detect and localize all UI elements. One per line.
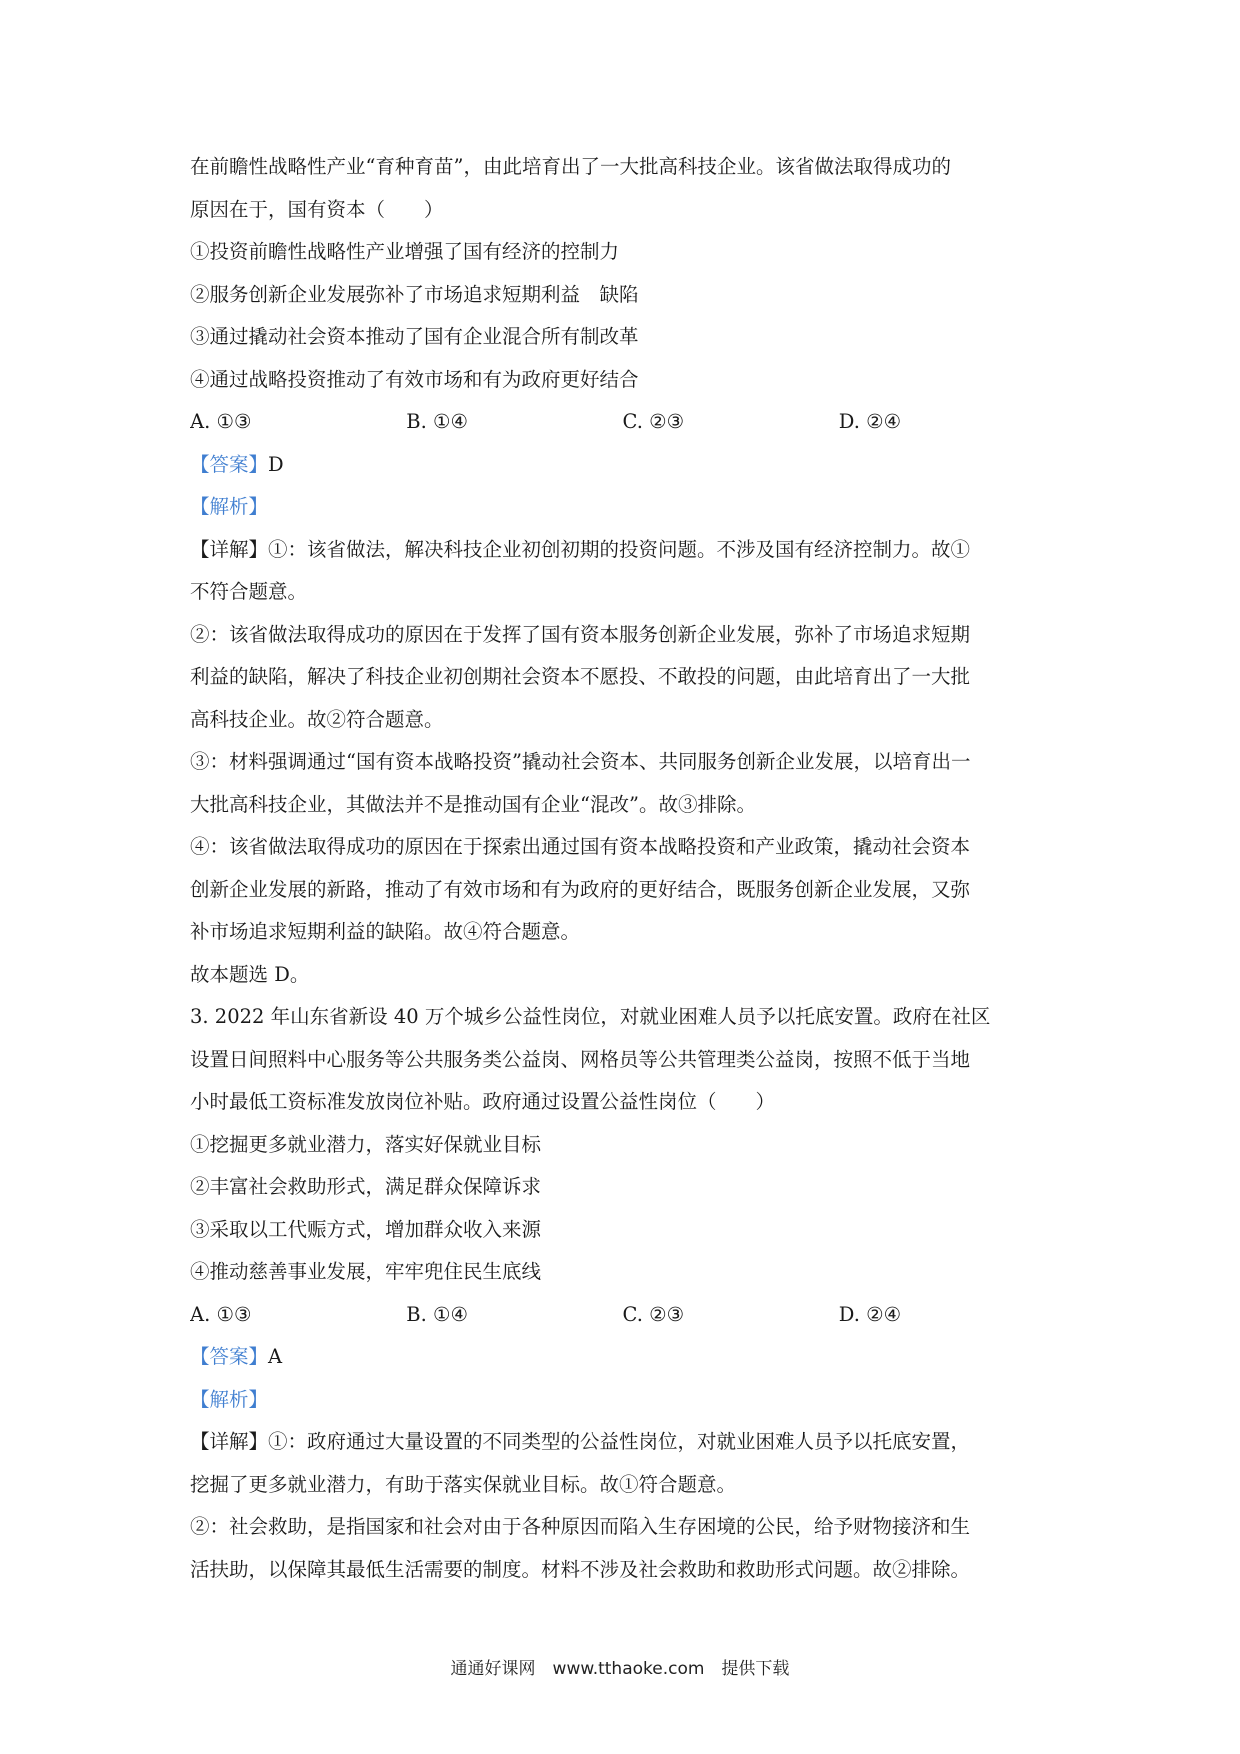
page-footer: 通通好课网 www.tthaoke.com 提供下载: [450, 1659, 790, 1679]
detail-line: 创新企业发展的新路，推动了有效市场和有为政府的更好结合，既服务创新企业发展，又弥: [190, 877, 971, 901]
statement-2: ②丰富社会救助形式，满足群众保障诉求: [190, 1175, 542, 1198]
detail-line: 补市场追求短期利益的缺陷。故④符合题意。: [190, 920, 581, 943]
answer-tag: 【答案】: [190, 1345, 269, 1368]
answer-line: [190, 1336, 1055, 1379]
answer-value: D: [268, 452, 284, 476]
statement-3: ③通过撬动社会资本推动了国有企业混合所有制改革: [190, 325, 639, 348]
answer-value: A: [268, 1345, 283, 1368]
detail-line: 高科技企业。故②符合题意。: [190, 707, 444, 731]
option-c: C. ②③: [622, 410, 685, 433]
detail-line: 利益的缺陷，解决了科技企业初创期社会资本不愿投、不敢投的问题，由此培育出了一大批: [190, 665, 971, 688]
statement-1: ①投资前瞻性战略性产业增强了国有经济的控制力: [190, 240, 620, 263]
statement-1: ①挖掘更多就业潜力，落实好保就业目标: [190, 1132, 542, 1156]
detail-line: 大批高科技企业，其做法并不是推动国有企业“混改”。故③排除。: [190, 792, 756, 816]
option-d: D. ②④: [838, 410, 902, 433]
question-stem-line: 在前瞻性战略性产业“育种育苗”，由此培育出了一大批高科技企业。该省做法取得成功的: [190, 155, 951, 178]
detail-line: ②：该省做法取得成功的原因在于发挥了国有资本服务创新企业发展，弥补了市场追求短期: [190, 622, 971, 646]
option-b: B. ①④: [406, 1302, 468, 1326]
option-b: B. ①④: [406, 410, 468, 433]
detail-line: 活扶助，以保障其最低生活需要的制度。材料不涉及社会救助和救助形式问题。故②排除。: [190, 1557, 971, 1581]
page-content: [190, 146, 1055, 1591]
analysis-line: [190, 1379, 1055, 1422]
statement-4: ④推动慈善事业发展，牢牢兜住民生底线: [190, 1260, 542, 1283]
detail-tag: 【详解】: [190, 1430, 269, 1453]
detail-tag: 【详解】: [190, 537, 269, 561]
answer-options: [190, 401, 1055, 444]
detail-line: 挖掘了更多就业潜力，有助于落实保就业目标。故①符合题意。: [190, 1472, 737, 1496]
option-a: A. ①③: [190, 1302, 252, 1326]
option-c: C. ②③: [622, 1302, 685, 1326]
question-stem-line: 小时最低工资标准发放岗位补贴。政府通过设置公益性岗位（ ）: [190, 1090, 776, 1113]
question-stem-line: 设置日间照料中心服务等公共服务类公益岗、网格员等公共管理类公益岗，按照不低于当地: [190, 1047, 971, 1071]
conclusion-line: 故本题选 D。: [190, 962, 310, 986]
detail-line: ④：该省做法取得成功的原因在于探索出通过国有资本战略投资和产业政策，撬动社会资本: [190, 835, 971, 858]
analysis-tag: 【解析】: [190, 495, 269, 518]
detail-text: ①：政府通过大量设置的不同类型的公益性岗位，对就业困难人员予以托底安置，: [268, 1430, 971, 1453]
option-d: D. ②④: [838, 1302, 902, 1326]
detail-line: [190, 1421, 1055, 1464]
answer-tag: 【答案】: [190, 452, 269, 476]
answer-line: [190, 444, 1055, 487]
analysis-line: [190, 486, 1055, 529]
detail-line: 不符合题意。: [190, 580, 308, 603]
detail-text: ①：该省做法，解决科技企业初创初期的投资问题。不涉及国有经济控制力。故①: [268, 537, 971, 561]
detail-line: ②：社会救助，是指国家和社会对由于各种原因而陷入生存困境的公民，给予财物接济和生: [190, 1515, 971, 1538]
question-stem-line: 原因在于，国有资本（ ）: [190, 197, 444, 221]
question-stem-line: 3. 2022 年山东省新设 40 万个城乡公益性岗位，对就业困难人员予以托底安置。政府在社区: [190, 1005, 991, 1028]
answer-options: [190, 1294, 1055, 1337]
detail-line: ③：材料强调通过“国有资本战略投资”撬动社会资本、共同服务创新企业发展，以培育出一: [190, 750, 971, 773]
statement-2: ②服务创新企业发展弥补了市场追求短期利益 缺陷: [190, 282, 639, 306]
analysis-tag: 【解析】: [190, 1387, 269, 1411]
statement-3: ③采取以工代赈方式，增加群众收入来源: [190, 1217, 542, 1241]
detail-line: [190, 529, 1055, 572]
option-a: A. ①③: [190, 410, 252, 433]
statement-4: ④通过战略投资推动了有效市场和有为政府更好结合: [190, 367, 639, 391]
